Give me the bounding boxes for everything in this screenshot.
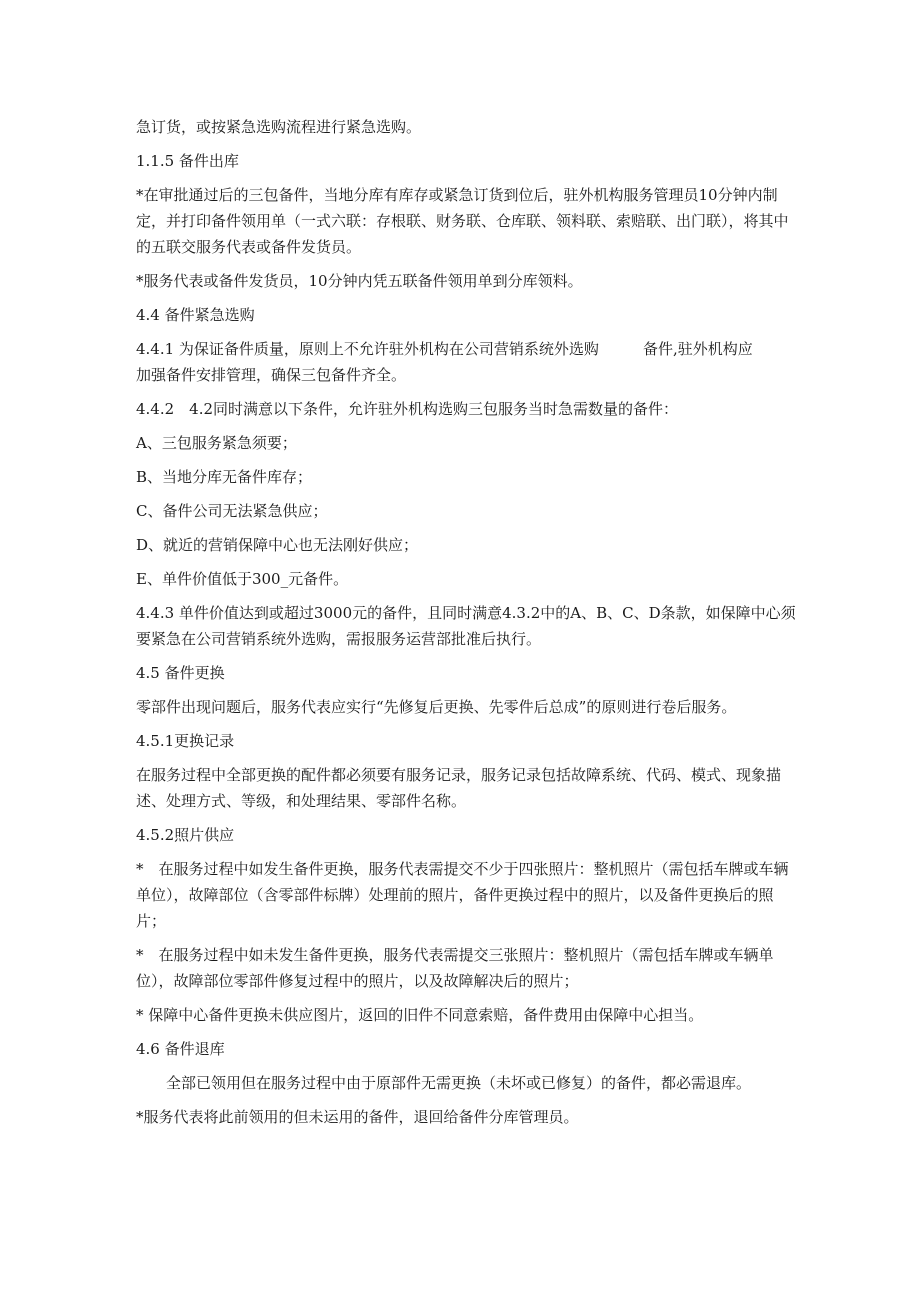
condition-c: C、备件公司无法紧急供应； bbox=[136, 502, 328, 520]
paragraph-4-4-3: 4.4.3 单件价值达到或超过3000元的备件，且同时满意4.3.2中的A、B、C、D条款，如保障中心须要紧急在公司营销系统外选购，需报服务运营部批准后执行。 bbox=[136, 604, 796, 648]
paragraph-4-5-1: 在服务过程中全部更换的配件都必须要有服务记录，服务记录包括故障系统、代码、模式、现象描述、处理方式、等级，和处理结果、零部件名称。 bbox=[136, 766, 782, 810]
heading-4-5: 4.5 备件更换 bbox=[136, 664, 225, 682]
paragraph-4-4-1-part-b: 备件,驻外机构应 bbox=[642, 340, 753, 358]
paragraph-outbound-pickup: *服务代表或备件发货员，10分钟内凭五联备件领用单到分库领料。 bbox=[136, 272, 583, 290]
heading-4-5-2: 4.5.2照片供应 bbox=[136, 826, 235, 844]
heading-4-6: 4.6 备件退库 bbox=[136, 1040, 225, 1058]
paragraph-4-4-1-part-a: 4.4.1 为保证备件质量，原则上不允许驻外机构在公司营销系统外选购 bbox=[136, 340, 599, 358]
paragraph-continuation: 急订货，或按紧急选购流程进行紧急选购。 bbox=[136, 118, 422, 136]
paragraph-4-5-principle: 零部件出现问题后，服务代表应实行“先修复后更换、先零件后总成”的原则进行卷后服务。 bbox=[136, 698, 737, 716]
condition-e: E、单件价值低于300_元备件。 bbox=[136, 570, 349, 588]
paragraph-outbound-approval: *在审批通过后的三包备件，当地分库有库存或紧急订货到位后，驻外机构服务管理员10分钟内制定，并打印备件领用单（一式六联：存根联、财务联、仓库联、领料联、索赔联、出门联），将其中的五联交服务代表或备件发货员。 bbox=[136, 186, 789, 256]
bullet-photos-replaced: * 在服务过程中如发生备件更换，服务代表需提交不少于四张照片：整机照片（需包括车牌或车辆单位），故障部位（含零部件标牌）处理前的照片，备件更换过程中的照片，以及备件更换后的照片； bbox=[136, 860, 789, 930]
heading-4-5-1: 4.5.1更换记录 bbox=[136, 732, 235, 750]
heading-1-1-5: 1.1.5 备件出库 bbox=[136, 152, 239, 170]
bullet-return: *服务代表将此前领用的但未运用的备件，退回给备件分库管理员。 bbox=[136, 1108, 579, 1126]
paragraph-4-4-2: 4.4.2 4.2同时满意以下条件，允许驻外机构选购三包服务当时急需数量的备件： bbox=[136, 400, 679, 418]
paragraph-4-4-1-cont: 加强备件安排管理，确保三包备件齐全。 bbox=[136, 366, 407, 384]
paragraph-4-4-1 bbox=[136, 336, 796, 362]
bullet-photos-not-replaced: * 在服务过程中如未发生备件更换，服务代表需提交三张照片：整机照片（需包括车牌或车辆单位），故障部位零部件修复过程中的照片，以及故障解决后的照片； bbox=[136, 946, 774, 990]
heading-4-4: 4.4 备件紧急选购 bbox=[136, 306, 255, 324]
condition-d: D、就近的营销保障中心也无法刚好供应； bbox=[136, 536, 419, 554]
document-page bbox=[136, 114, 796, 1138]
condition-a: A、三包服务紧急须要； bbox=[136, 434, 297, 452]
condition-b: B、当地分库无备件库存； bbox=[136, 468, 313, 486]
bullet-no-photos: * 保障中心备件更换未供应图片，返回的旧件不同意索赔，备件费用由保障中心担当。 bbox=[136, 1006, 704, 1024]
paragraph-4-6: 全部已领用但在服务过程中由于原部件无需更换（未坏或已修复）的备件，都必需退库。 bbox=[166, 1074, 752, 1092]
